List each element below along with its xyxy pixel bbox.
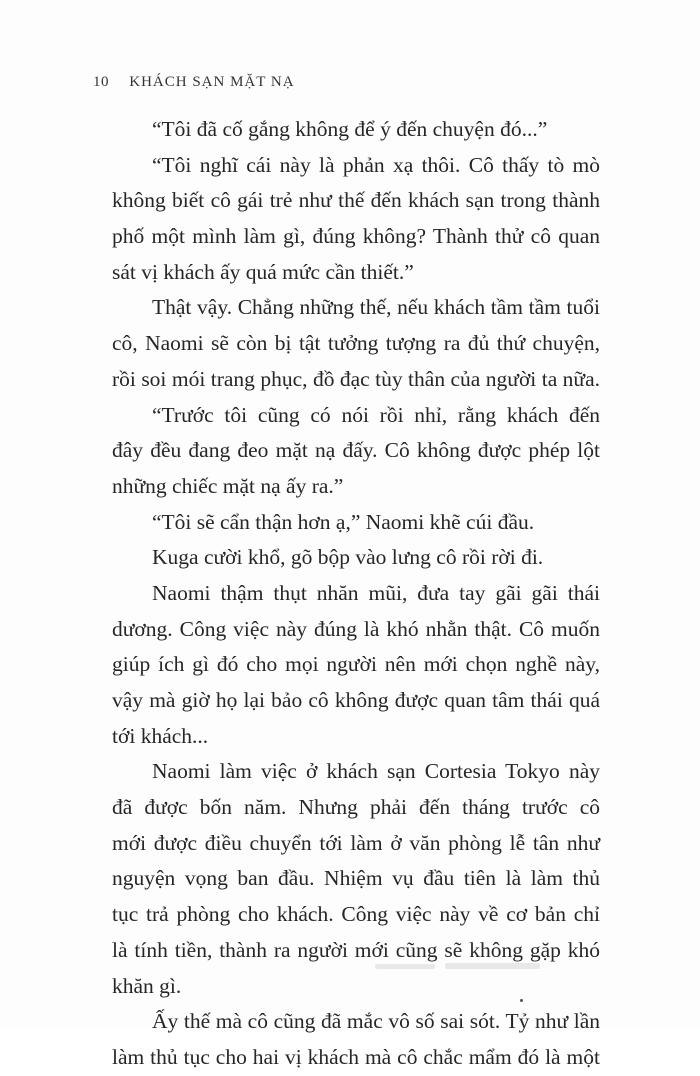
text-line: mới được điều chuyển tới làm ở văn phòng lễ tân như [112,830,600,855]
text-line: Thật vậy. Chẳng những thế, nếu khách tầm tầm tuổi [152,295,600,320]
scan-speck [375,964,435,969]
text-line: nguyện vọng ban đầu. Nhiệm vụ đầu tiên là làm thủ [112,866,600,891]
text-line: cô, Naomi sẽ còn bị tật tưởng tượng ra đủ thứ chuyện, [112,331,600,356]
book-title: KHÁCH SẠN MẶT NẠ [129,74,295,90]
text-line: Naomi thậm thụt nhăn mũi, đưa tay gãi gãi thái [152,580,600,605]
body-text [112,112,600,1076]
text-line: tới khách... [112,723,209,748]
text-line: những chiếc mặt nạ ấy ra.” [112,473,344,498]
text-line: “Tôi nghĩ cái này là phản xạ thôi. Cô thấy tò mò [152,152,600,177]
text-line: tục trả phòng cho khách. Công việc này về cơ bản chỉ [112,902,600,927]
text-line: “Tôi sẽ cẩn thận hơn ạ,” Naomi khẽ cúi đầu. [152,509,535,534]
text-line: Naomi làm việc ở khách sạn Cortesia Tokyo này [152,759,600,784]
text-line: Ấy thế mà cô cũng đã mắc vô số sai sót. Tỷ như lần [152,1009,600,1034]
text-line: sát vị khách ấy quá mức cần thiết.” [112,259,414,284]
text-line: dương. Công việc này đúng là khó nhằn thật. Cô muốn [112,616,600,641]
scan-artifact [375,962,555,972]
page-number: 10 [93,74,109,90]
text-line: giúp ích gì đó cho mọi người nên mới chọn nghề này, [112,652,600,677]
text-line: là tính tiền, thành ra người mới cũng sẽ không gặp khó [112,937,600,962]
scan-speck [445,963,540,969]
text-line: đây đều đang đeo mặt nạ đấy. Cô không được phép lột [112,438,600,463]
text-line: không biết cô gái trẻ như thế đến khách sạn trong thành [112,188,600,213]
running-header [93,74,295,91]
text-line: Kuga cười khổ, gõ bộp vào lưng cô rồi rời đi. [152,545,544,570]
text-line: rồi soi mói trang phục, đồ đạc tùy thân của người ta nữa. [112,366,600,391]
text-line: đã được bốn năm. Nhưng phải đến tháng trước cô [112,795,600,820]
text-line: phố một mình làm gì, đúng không? Thành thử cô quan [112,224,600,249]
text-line: làm thủ tục cho hai vị khách mà cô chắc mẩm đó là một [112,1044,600,1069]
text-line: “Tôi đã cố gắng không để ý đến chuyện đó...” [152,117,548,141]
text-line: vậy mà giờ họ lại bảo cô không được quan tâm thái quá [112,688,600,712]
text-line: “Trước tôi cũng có nói rồi nhỉ, rằng khách đến [152,402,600,427]
scan-dot [520,999,523,1002]
text-line: khăn gì. [112,973,182,998]
